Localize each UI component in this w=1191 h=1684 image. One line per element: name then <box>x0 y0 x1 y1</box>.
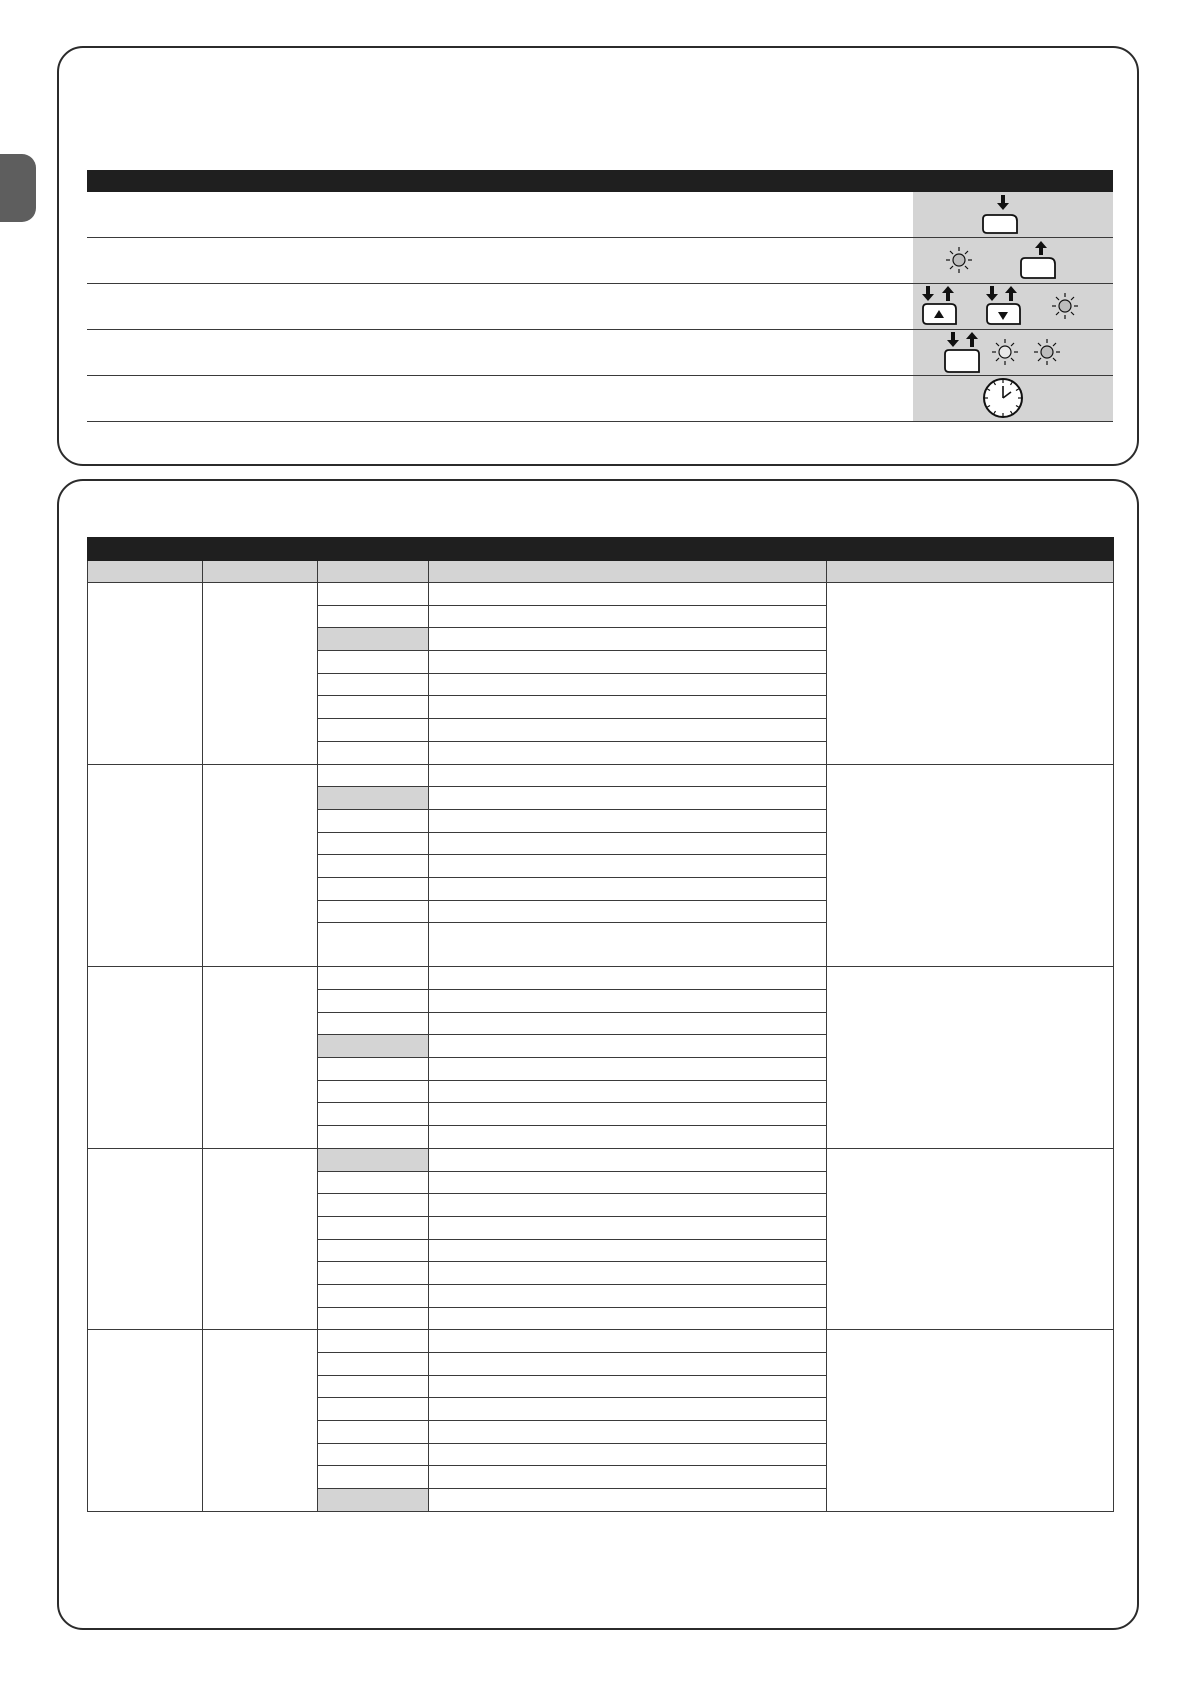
option-description-cell <box>429 1103 827 1126</box>
option-cell <box>318 583 429 606</box>
option-cell <box>318 900 429 923</box>
option-cell <box>318 1103 429 1126</box>
option-description-cell <box>429 1126 827 1149</box>
group-code-cell <box>203 1330 318 1512</box>
group-param-cell <box>88 1330 203 1512</box>
option-cell <box>318 696 429 719</box>
option-cell <box>318 1353 429 1376</box>
option-description-cell <box>429 1375 827 1398</box>
step-text <box>87 330 913 375</box>
group-notes-cell <box>827 1148 1114 1330</box>
step-text <box>87 376 913 421</box>
option-description-cell <box>429 1353 827 1376</box>
column-header <box>318 561 429 583</box>
column-header <box>88 561 203 583</box>
option-description-cell <box>429 1035 827 1058</box>
option-description-cell <box>429 696 827 719</box>
option-description-cell <box>429 1058 827 1081</box>
press-release-button-leds-icon <box>913 330 1113 375</box>
group-param-cell <box>88 764 203 967</box>
option-cell <box>318 877 429 900</box>
press-button-icon <box>913 192 1113 237</box>
option-cell <box>318 1262 429 1285</box>
function-table-panel <box>57 479 1139 1630</box>
option-cell-selected <box>318 1489 429 1512</box>
option-cell <box>318 719 429 742</box>
group-param-cell <box>88 967 203 1149</box>
option-cell-selected <box>318 1148 429 1171</box>
option-description-cell <box>429 809 827 832</box>
group-code-cell <box>203 583 318 765</box>
option-description-cell <box>429 1330 827 1353</box>
column-header <box>203 561 318 583</box>
option-cell <box>318 923 429 967</box>
option-cell <box>318 1398 429 1421</box>
procedure-steps <box>87 170 1113 422</box>
option-cell <box>318 967 429 990</box>
option-cell <box>318 1171 429 1194</box>
option-description-cell <box>429 741 827 764</box>
option-cell <box>318 832 429 855</box>
option-description-cell <box>429 764 827 787</box>
option-cell <box>318 1443 429 1466</box>
option-description-cell <box>429 1307 827 1330</box>
option-description-cell <box>429 923 827 967</box>
option-cell <box>318 1330 429 1353</box>
option-description-cell <box>429 900 827 923</box>
procedure-step-3 <box>87 284 1113 330</box>
step-text <box>87 238 913 283</box>
timer-clock-icon <box>913 376 1113 421</box>
option-cell <box>318 990 429 1013</box>
option-description-cell <box>429 1443 827 1466</box>
option-cell-selected <box>318 1035 429 1058</box>
option-description-cell <box>429 1216 827 1239</box>
option-description-cell <box>429 832 827 855</box>
column-header <box>827 561 1114 583</box>
option-description-cell <box>429 1262 827 1285</box>
group-notes-cell <box>827 967 1114 1149</box>
group-code-cell <box>203 1148 318 1330</box>
option-cell <box>318 1421 429 1444</box>
option-cell <box>318 1239 429 1262</box>
option-cell <box>318 1466 429 1489</box>
option-cell <box>318 1284 429 1307</box>
option-cell <box>318 1216 429 1239</box>
option-description-cell <box>429 1489 827 1512</box>
procedure-step-5 <box>87 376 1113 422</box>
option-description-cell <box>429 1284 827 1307</box>
option-cell-selected <box>318 787 429 810</box>
option-description-cell <box>429 1080 827 1103</box>
option-cell <box>318 651 429 674</box>
column-header <box>429 561 827 583</box>
option-cell <box>318 1194 429 1217</box>
option-description-cell <box>429 1466 827 1489</box>
option-cell <box>318 1058 429 1081</box>
option-cell <box>318 855 429 878</box>
option-description-cell <box>429 719 827 742</box>
led-blink-release-button-icon <box>913 238 1113 283</box>
option-description-cell <box>429 628 827 651</box>
table-title-bar <box>88 538 1114 561</box>
procedure-step-1 <box>87 192 1113 238</box>
table-row <box>88 764 1114 787</box>
table-row <box>88 1330 1114 1353</box>
table-row <box>88 1148 1114 1171</box>
group-notes-cell <box>827 583 1114 765</box>
group-notes-cell <box>827 764 1114 967</box>
option-cell <box>318 605 429 628</box>
option-description-cell <box>429 787 827 810</box>
option-cell <box>318 1080 429 1103</box>
procedure-step-4 <box>87 330 1113 376</box>
option-description-cell <box>429 605 827 628</box>
group-code-cell <box>203 764 318 967</box>
procedure-step-2 <box>87 238 1113 284</box>
option-description-cell <box>429 990 827 1013</box>
option-description-cell <box>429 583 827 606</box>
option-cell-selected <box>318 628 429 651</box>
option-cell <box>318 809 429 832</box>
option-cell <box>318 673 429 696</box>
option-description-cell <box>429 1194 827 1217</box>
table-row <box>88 967 1114 990</box>
group-param-cell <box>88 1148 203 1330</box>
option-cell <box>318 741 429 764</box>
option-description-cell <box>429 1421 827 1444</box>
option-cell <box>318 1307 429 1330</box>
table-row <box>88 583 1114 606</box>
section-tab <box>0 154 36 222</box>
group-code-cell <box>203 967 318 1149</box>
option-cell <box>318 1126 429 1149</box>
option-description-cell <box>429 1012 827 1035</box>
option-cell <box>318 764 429 787</box>
group-param-cell <box>88 583 203 765</box>
up-down-buttons-led-icon <box>913 284 1113 329</box>
option-cell <box>318 1012 429 1035</box>
option-description-cell <box>429 1239 827 1262</box>
option-description-cell <box>429 1148 827 1171</box>
procedure-panel <box>57 46 1139 466</box>
function-table <box>87 537 1114 1512</box>
group-notes-cell <box>827 1330 1114 1512</box>
step-text <box>87 284 913 329</box>
option-cell <box>318 1375 429 1398</box>
option-description-cell <box>429 877 827 900</box>
step-text <box>87 192 913 237</box>
option-description-cell <box>429 651 827 674</box>
option-description-cell <box>429 967 827 990</box>
option-description-cell <box>429 673 827 696</box>
option-description-cell <box>429 1398 827 1421</box>
option-description-cell <box>429 855 827 878</box>
option-description-cell <box>429 1171 827 1194</box>
